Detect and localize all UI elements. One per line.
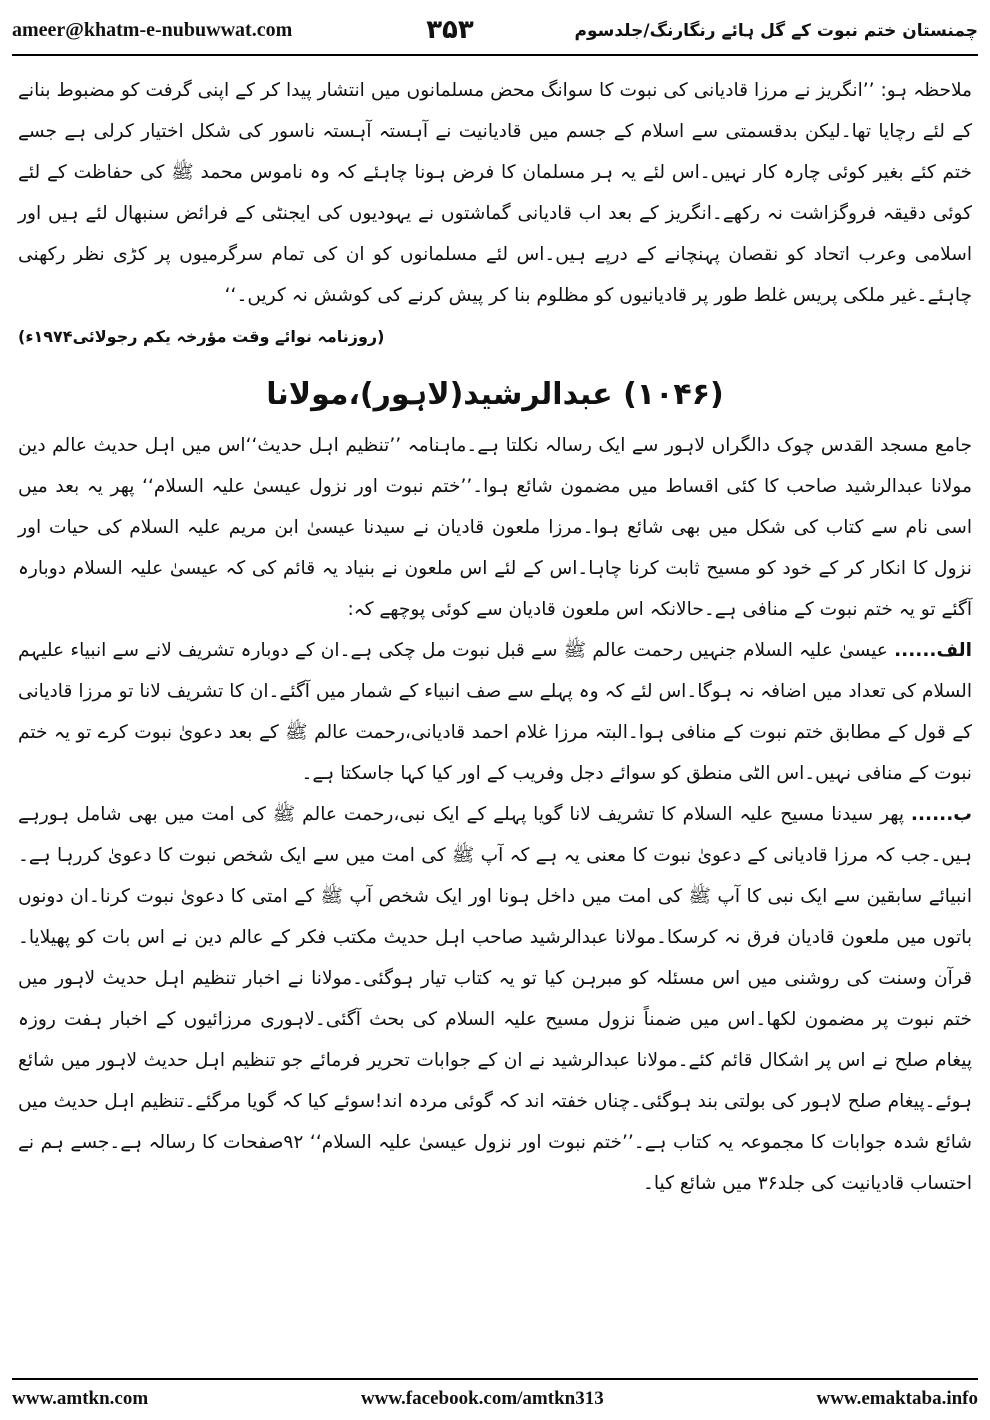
bay-text: پھر سیدنا مسیح علیہ السلام کا تشریف لانا گویا پہلے کے ایک نبی،رحمت عالم ﷺ کی امت میں بھی شامل ہورہے ہیں۔جب کہ مرزا قادیانی کے دعویٰ نبوت کا معنی یہ ہے کہ آپ ﷺ کی امت میں سے ایک شخص نبوت کا دعویٰ کررہا ہے۔انبیائے سابقین سے ایک نبی کا آپ ﷺ کی امت میں داخل ہونا اور ایک شخص آپ ﷺ کے امتی کا دعویٰ نبوت کرنا۔ان دونوں باتوں میں ملعون قادیان فرق نہ کرسکا۔مولانا عبدالرشید صاحب اہل حدیث مکتب فکر کے عالم دین نے اس بات کو پھیلایا۔قرآن وسنت کی روشنی میں اس مسئلہ کو مبرہن کیا تو یہ کتاب تیار ہوگئی۔مولانا نے اخبار تنظیم اہل حدیث لاہور میں ختم نبوت پر مضمون لکھا۔اس میں ضمناً نزول مسیح علیہ السلام کی بحث آگئی۔لاہوری مرزائیوں کے اخبار ہفت روزہ پیغام صلح نے اس پر اشکال قائم کئے۔مولانا عبدالرشید نے ان کے جوابات تحریر فرمائے جو تنظیم اہل حدیث لاہور میں شائع ہوئے۔پیغام صلح لاہور کی بولتی بند ہوگئی۔چناں خفتہ اند کہ گوئی مردہ اند!سوئے کیا کہ گویا مرگئے۔تنظیم اہل حدیث میں شائع شدہ جوابات کا مجموعہ یہ کتاب ہے۔’’ختم نبوت اور نزول عیسیٰ علیہ السلام‘‘ ۹۲صفحات کا رسالہ ہے۔جسے ہم نے احتساب قادیانیت کی جلد۳۶ میں شائع کیا۔ [18,804,972,1194]
footer-rule [12,1378,978,1380]
book-title: چمنستان ختم نبوت کے گل ہائے رنگارنگ/جلدسوم [574,20,978,41]
header-email: ameer@khatm-e-nubuwwat.com [12,18,293,41]
page-body [18,70,972,1370]
paragraph-intro: جامع مسجد القدس چوک دالگراں لاہور سے ایک رسالہ نکلتا ہے۔ماہنامہ ’’تنظیم اہل حدیث‘‘اس میں اہل حدیث عالم دین مولانا عبدالرشید صاحب کا کئی اقساط میں مضمون شائع ہوا۔’’ختم نبوت اور نزول عیسیٰ علیہ السلام‘‘ پھر یہ بعد میں اسی نام سے کتاب کی شکل میں بھی شائع ہوا۔مرزا ملعون قادیان نے سیدنا عیسیٰ ابن مریم علیہ السلام کی حیات اور نزول کا انکار کر کے خود کو مسیح ثابت کرنا چاہا۔اس کے لئے اس ملعون نے بنیاد یہ قائم کی کہ عیسیٰ علیہ السلام دوبارہ آگئے تو یہ ختم نبوت کے منافی ہے۔حالانکہ اس ملعون قادیان سے کوئی پوچھے کہ: [18,435,972,620]
header-rule [12,54,978,56]
citation-line [18,316,972,357]
section-title: (۱۰۴۶) عبدالرشید(لاہور)،مولانا [266,377,724,412]
page-footer [12,1384,978,1414]
footer-link-amtkn[interactable]: www.amtkn.com [12,1388,149,1409]
alif-label: الف...... [894,640,972,661]
paragraph-bay [18,794,972,1204]
bay-label: ب...... [910,804,972,825]
alif-text: عیسیٰ علیہ السلام جنہیں رحمت عالم ﷺ سے قبل نبوت مل چکی ہے۔ان کے دوبارہ تشریف لانے سے انبیاء علیہم السلام کی تعداد میں اضافہ نہ ہوگا۔اس لئے کہ وہ پہلے سے صف انبیاء کے شمار میں آگئے۔ان کا تشریف لانا تو مرزا قادیانی کے قول کے مطابق ختم نبوت کے منافی ہوا۔البتہ مرزا غلام احمد قادیانی،رحمت عالم ﷺ کے بعد دعویٰ نبوت کرے تو یہ ختم نبوت کے منافی نہیں۔اس الٹی منطق کو سوائے دجل وفریب کے اور کیا کہا جاسکتا ہے۔ [18,640,972,784]
paragraph-alif [18,630,972,794]
footer-link-facebook[interactable]: www.facebook.com/amtkn313 [360,1388,604,1409]
citation: (روزنامہ نوائے وقت مؤرخہ یکم رجولائی۱۹۷۴ء) [18,327,385,346]
page-header [12,8,978,52]
footer-link-emaktaba[interactable]: www.emaktaba.info [816,1388,978,1409]
page-number: ۳۵۳ [426,15,474,45]
intro-quote: ملاحظہ ہو: ’’انگریز نے مرزا قادیانی کی نبوت کا سوانگ محض مسلمانوں میں انتشار پیدا کر کے اپنی گرفت کو مضبوط بنانے کے لئے رچایا تھا۔لیکن بدقسمتی سے اسلام کے جسم میں قادیانیت نے آہستہ آہستہ ناسور کی شکل اختیار کرلی ہے جسے ختم کئے بغیر کوئی چارہ کار نہیں۔اس لئے یہ ہر مسلمان کا فرض ہونا چاہئے کہ وہ ناموس محمد ﷺ کی حفاظت کے لئے کوئی دقیقہ فروگزاشت نہ رکھے۔انگریز کے بعد اب قادیانی گماشتوں نے یہودیوں کی ایجنٹی کے فرائض سنبھال لئے ہیں اور اسلامی وعرب اتحاد کو نقصان پہنچانے کے درپے ہیں۔اس لئے مسلمانوں کو ان کی تمام سرگرمیوں پر کڑی نظر رکھنی چاہئے۔غیر ملکی پریس غلط طور پر قادیانیوں کو مظلوم بنا کر پیش کرنے کی کوشش نہ کریں۔‘‘ [18,80,972,306]
